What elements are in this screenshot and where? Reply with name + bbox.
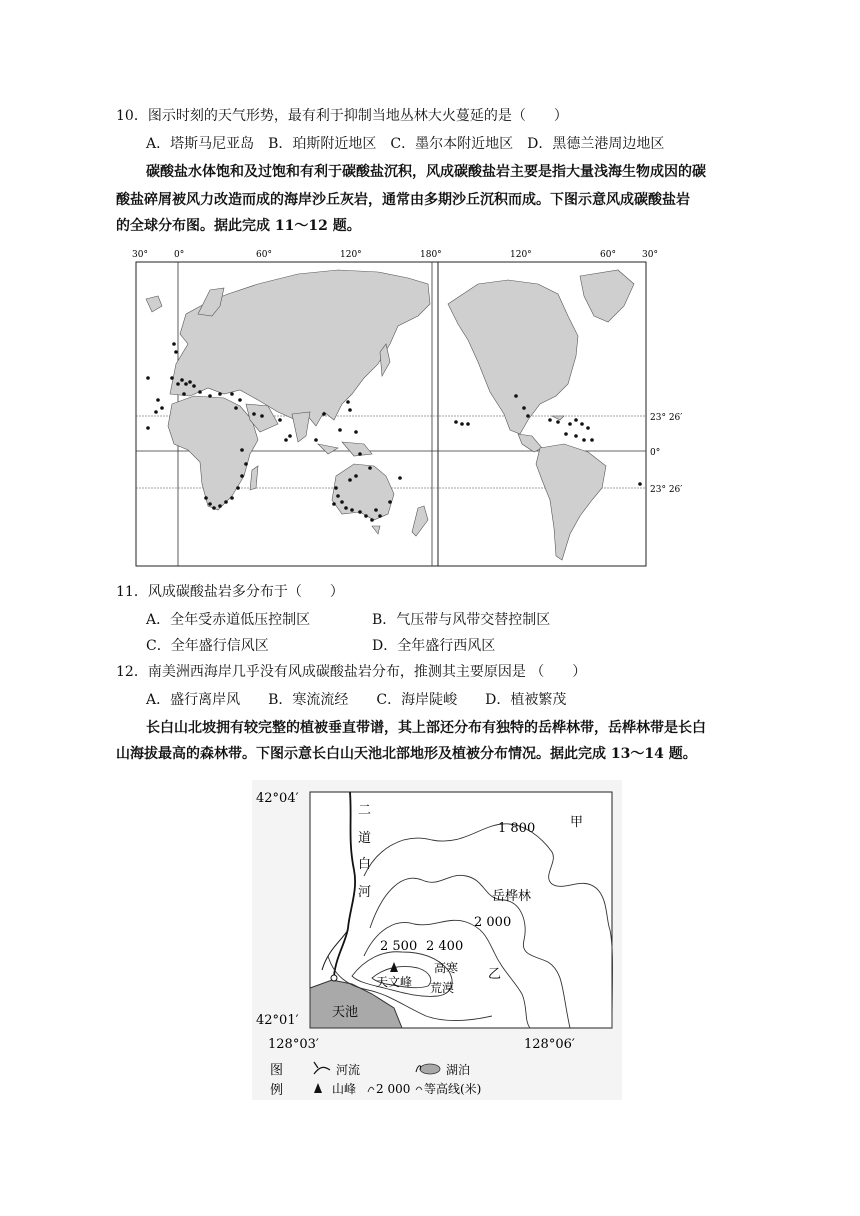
passage1-line3: 的全球分布图。据此完成 11～12 题。 <box>116 218 361 234</box>
q10-options: A．塔斯马尼亚岛 B．珀斯附近地区 C．墨尔本附近地区 D．黑德兰港周边地区 <box>146 136 665 152</box>
passage2-line2: 山海拔最高的森林带。下图示意长白山天池北部地形及植被分布情况。据此完成 13～14 题。 <box>116 746 697 762</box>
map-right-label: 23° 26′ <box>650 485 683 495</box>
map-top-label: 120° <box>340 250 362 260</box>
label-yuehua: 岳桦林 <box>492 889 532 904</box>
label-yi: 乙 <box>488 967 502 982</box>
river-label: 二 <box>358 803 372 818</box>
contour-label-1800: 1 800 <box>498 821 536 836</box>
legend-title: 图 <box>270 1063 284 1078</box>
q11-option-b: B．气压带与风带交替控制区 <box>372 612 551 628</box>
map-top-label: 30° <box>132 250 148 260</box>
map-top-label: 60° <box>600 250 616 260</box>
q10-stem: 10．图示时刻的天气形势，最有利于抑制当地丛林大火蔓延的是（ ） <box>116 108 568 124</box>
peak-name: 天文峰 <box>376 975 413 989</box>
map-top-label: 0° <box>174 250 185 260</box>
legend-peak-label: 山峰 <box>332 1082 357 1096</box>
lon-right-label: 128°06′ <box>524 1037 575 1052</box>
legend-river-label: 河流 <box>336 1063 361 1077</box>
passage2-line1: 长白山北坡拥有较完整的植被垂直带谱，其上部还分布有独特的岳桦林带，岳桦林带是长白 <box>146 720 706 736</box>
legend-lake-icon <box>420 1064 440 1074</box>
map-right-label: 23° 26′ <box>650 413 683 423</box>
label-gaohan: 高寒 <box>434 961 459 975</box>
lat-bottom-label: 42°01′ <box>256 1013 299 1028</box>
q12-stem: 12．南美洲西海岸几乎没有风成碳酸盐岩分布，推测其主要原因是 （ ） <box>116 664 587 680</box>
map-top-label: 180° <box>420 250 442 260</box>
q11-stem: 11．风成碳酸盐岩多分布于（ ） <box>116 584 344 600</box>
q11-option-d: D．全年盛行西风区 <box>372 638 496 654</box>
contour-label-2400: 2 400 <box>426 939 464 954</box>
river-label: 白 <box>358 857 372 872</box>
peak-elevation: 2 500 <box>380 939 418 954</box>
label-jia: 甲 <box>570 815 584 830</box>
q12-options: A．盛行离岸风 B．寒流流经 C．海岸陡峻 D．植被繁茂 <box>146 692 567 708</box>
legend-lake-label: 湖泊 <box>446 1063 471 1077</box>
passage1-line1: 碳酸盐水体饱和及过饱和有利于碳酸盐沉积，风成碳酸盐岩主要是指大量浅海生物成因的碳 <box>146 164 706 180</box>
contour-label-2000: 2 000 <box>474 915 512 930</box>
tianchi-label: 天池 <box>332 1005 359 1020</box>
changbai-topo-map <box>252 780 622 1100</box>
world-carbonate-map <box>128 244 683 570</box>
legend-contour-value: 2 000 <box>376 1082 411 1096</box>
river-label: 道 <box>358 831 372 846</box>
legend-contour-label: 等高线(米) <box>424 1082 482 1096</box>
map-top-label: 30° <box>642 250 658 260</box>
river-source <box>331 975 337 981</box>
lon-left-label: 128°03′ <box>268 1037 319 1052</box>
label-huangmo: 荒漠 <box>430 981 455 995</box>
river-label: 河 <box>358 885 372 900</box>
passage1-line2: 酸盐碎屑被风力改造而成的海岸沙丘灰岩，通常由多期沙丘沉积而成。下图示意风成碳酸盐岩 <box>116 192 690 208</box>
map-top-label: 120° <box>510 250 532 260</box>
q11-option-c: C．全年盛行信风区 <box>146 638 269 654</box>
map-top-label: 60° <box>256 250 272 260</box>
map-right-label: 0° <box>650 448 661 458</box>
lat-top-label: 42°04′ <box>256 791 299 806</box>
legend-title: 例 <box>270 1083 284 1098</box>
q11-option-a: A．全年受赤道低压控制区 <box>146 612 311 628</box>
